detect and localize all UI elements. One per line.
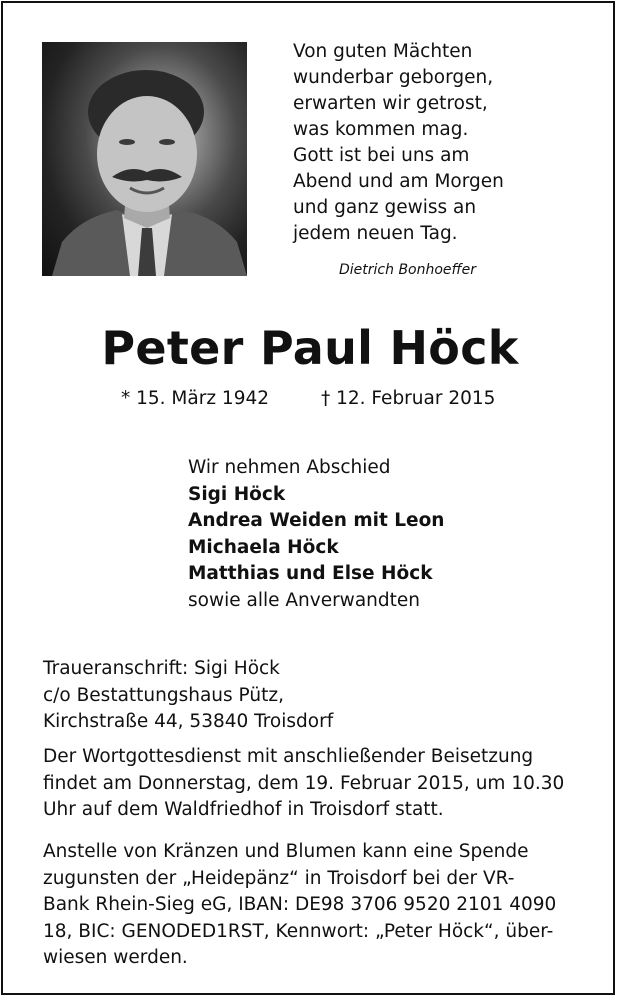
family-member: Matthias und Else Höck [188,563,433,584]
mourning-address [43,656,333,736]
portrait-figure [42,42,247,276]
donation-line: zugunsten der „Heidepänz“ in Troisdorf bei der VR- [43,867,515,889]
family-closing: sowie alle Anverwandten [188,589,420,611]
poem-line: und ganz gewiss an [293,197,477,218]
service-line: Der Wortgottesdienst mit anschließender Beisetzung [43,746,534,767]
donation-line: 18, BIC: GENODED1RST, Kennwort: „Peter Höck“, über- [43,920,554,942]
donation-paragraph [43,839,580,972]
donation-line: Anstelle von Kränzen und Blumen kann eine Spende [43,841,529,862]
service-line: Uhr auf dem Waldfriedhof in Troisdorf statt. [43,799,444,820]
poem-line: was kommen mag. [293,119,469,140]
family-member: Andrea Weiden mit Leon [188,510,445,531]
service-line: findet am Donnerstag, dem 19. Februar 2015, um 10.30 [43,772,565,794]
poem-line: erwarten wir getrost, [293,93,488,114]
address-line: Kirchstraße 44, 53840 Troisdorf [43,711,334,732]
portrait-photo [42,42,247,276]
family-member: Michaela Höck [188,536,339,558]
obituary-notice [1,1,615,995]
birth-date: * 15. März 1942 [121,388,270,409]
poem-line: wunderbar geborgen, [293,67,494,88]
donation-line: wiesen werden. [43,947,188,968]
deceased-name: Peter Paul Höck [101,321,519,375]
family-list [188,455,444,614]
poem-line: Von guten Mächten [293,41,473,62]
poem [293,39,593,247]
address-line: c/o Bestattungshaus Pütz, [43,684,284,706]
donation-line: Bank Rhein-Sieg eG, IBAN: DE98 3706 9520 2101 4090 [43,894,557,915]
family-intro: Wir nehmen Abschied [188,457,391,478]
poem-line: jedem neuen Tag. [293,223,458,244]
poem-author: Dietrich Bonhoeffer [339,262,477,278]
address-line: Traueranschrift: Sigi Höck [43,658,280,679]
family-member: Sigi Höck [188,483,286,505]
poem-line: Gott ist bei uns am [293,145,470,166]
service-paragraph [43,744,580,824]
poem-line: Abend und am Morgen [293,171,504,192]
death-date: † 12. Februar 2015 [321,388,496,409]
